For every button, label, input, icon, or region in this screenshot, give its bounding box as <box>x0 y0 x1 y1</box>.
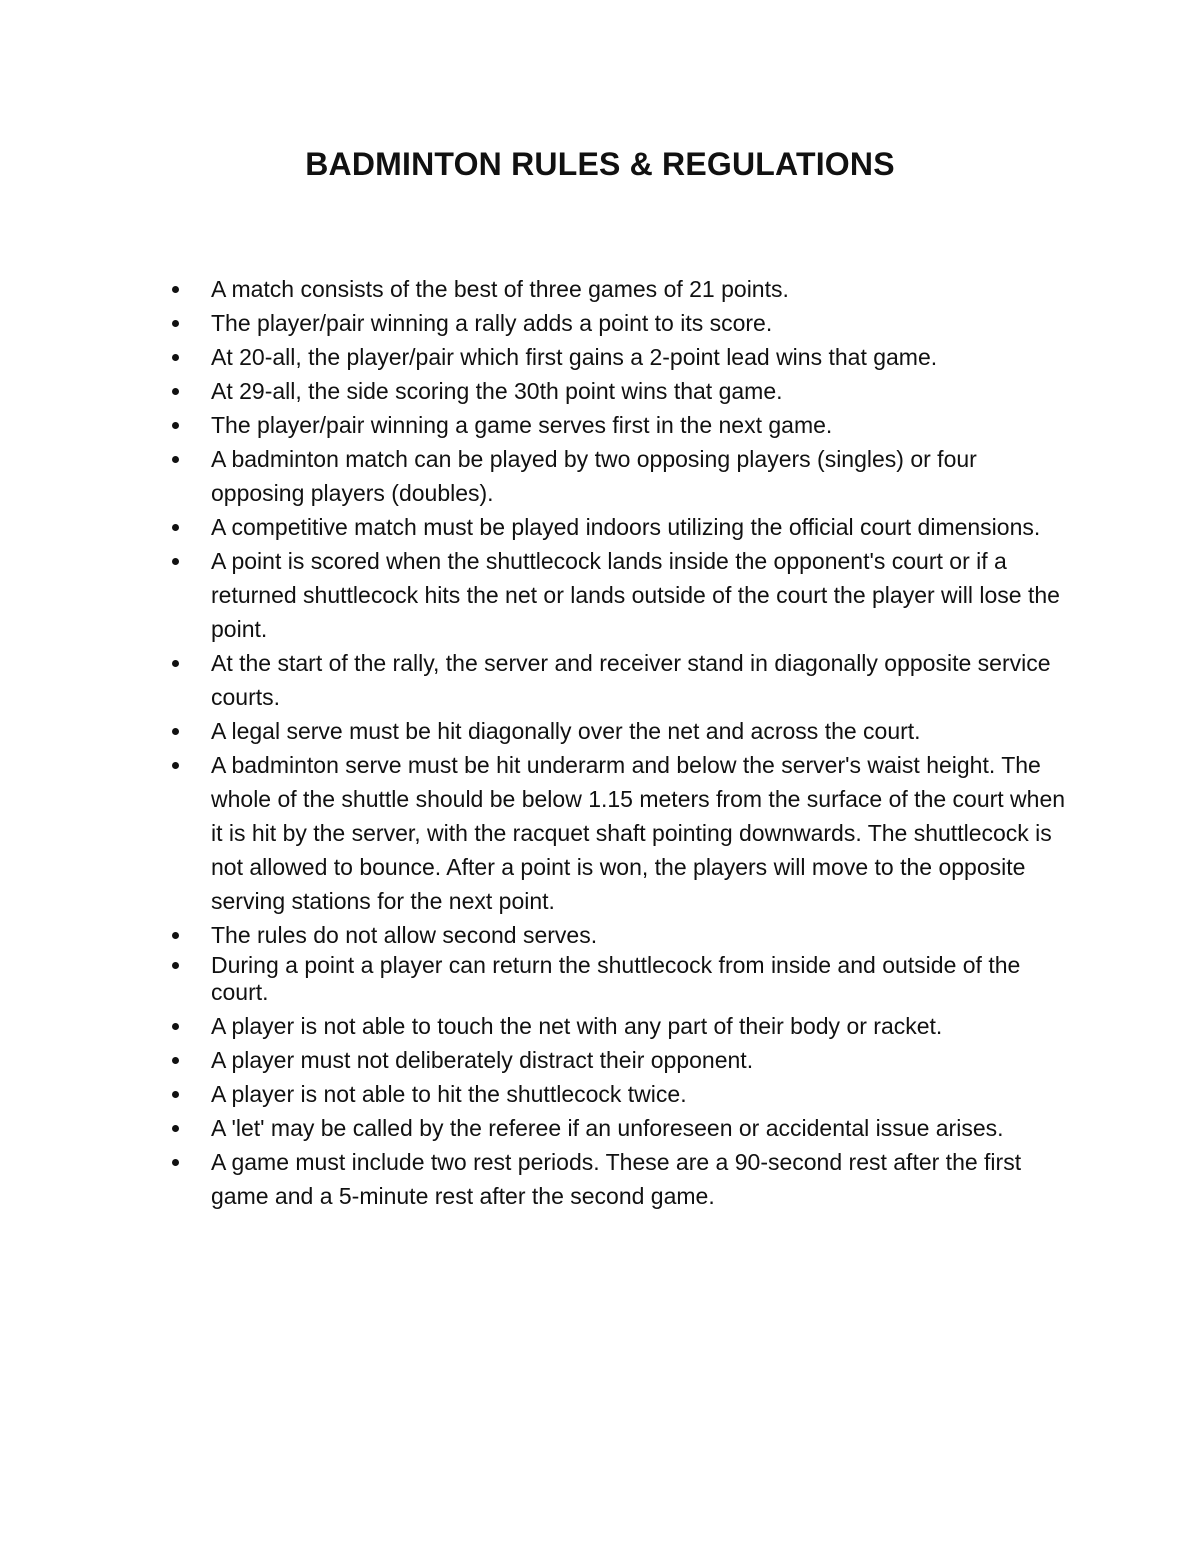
list-item <box>172 510 1072 544</box>
bullet-icon <box>172 1023 179 1030</box>
rule-text: A point is scored when the shuttlecock lands inside the opponent's court or if a returned shuttlecock hits the net or lands outside of the court the player will lose the point. <box>211 548 1060 642</box>
list-item <box>172 272 1072 306</box>
list-item <box>172 442 1072 510</box>
list-item <box>172 952 1072 1009</box>
bullet-icon <box>172 1125 179 1132</box>
list-item <box>172 1077 1072 1111</box>
list-item <box>172 646 1072 714</box>
rule-text: The rules do not allow second serves. <box>211 922 598 948</box>
list-item <box>172 714 1072 748</box>
rule-text: The player/pair winning a rally adds a point to its score. <box>211 310 773 336</box>
bullet-icon <box>172 524 179 531</box>
page-title: BADMINTON RULES & REGULATIONS <box>305 146 895 182</box>
list-item <box>172 1111 1072 1145</box>
rule-text: At 29-all, the side scoring the 30th point wins that game. <box>211 378 783 404</box>
bullet-icon <box>172 962 179 969</box>
list-item <box>172 374 1072 408</box>
rule-text: During a point a player can return the shuttlecock from inside and outside of the court. <box>211 952 1021 1005</box>
bullet-icon <box>172 456 179 463</box>
list-item <box>172 1145 1072 1213</box>
rule-text: A legal serve must be hit diagonally over the net and across the court. <box>211 718 921 744</box>
rule-text: A match consists of the best of three games of 21 points. <box>211 276 789 302</box>
rule-text: The player/pair winning a game serves first in the next game. <box>211 412 833 438</box>
rule-text: A badminton match can be played by two opposing players (singles) or four opposing players (doubles). <box>211 446 977 506</box>
rule-text: A competitive match must be played indoors utilizing the official court dimensions. <box>211 514 1041 540</box>
bullet-icon <box>172 422 179 429</box>
bullet-icon <box>172 1057 179 1064</box>
bullet-icon <box>172 320 179 327</box>
rule-text: A player must not deliberately distract their opponent. <box>211 1047 754 1073</box>
bullet-icon <box>172 388 179 395</box>
rule-text: At 20-all, the player/pair which first gains a 2-point lead wins that game. <box>211 344 938 370</box>
bullet-icon <box>172 762 179 769</box>
rule-text: A player is not able to hit the shuttlecock twice. <box>211 1081 687 1107</box>
rule-text: A game must include two rest periods. These are a 90-second rest after the first game and a 5-minute rest after the second game. <box>211 1149 1022 1209</box>
list-item <box>172 340 1072 374</box>
rule-text: A 'let' may be called by the referee if an unforeseen or accidental issue arises. <box>211 1115 1004 1141</box>
bullet-icon <box>172 1091 179 1098</box>
rules-list <box>172 272 1072 1213</box>
list-item <box>172 306 1072 340</box>
bullet-icon <box>172 728 179 735</box>
list-item <box>172 408 1072 442</box>
list-item <box>172 748 1072 918</box>
rule-text: A badminton serve must be hit underarm and below the server's waist height. The whole of the shuttle should be below 1.15 meters from the surface of the court when it is hit by the server, with the racquet shaft pointing downwards. The shuttlecock is not allowed to bounce. After a point is won, the players will move to the opposite serving stations for the next point. <box>211 752 1066 914</box>
bullet-icon <box>172 354 179 361</box>
list-item <box>172 544 1072 646</box>
bullet-icon <box>172 558 179 565</box>
bullet-icon <box>172 932 179 939</box>
rule-text: At the start of the rally, the server and receiver stand in diagonally opposite service courts. <box>211 650 1051 710</box>
list-item <box>172 1043 1072 1077</box>
rule-text: A player is not able to touch the net with any part of their body or racket. <box>211 1013 943 1039</box>
bullet-icon <box>172 660 179 667</box>
list-item <box>172 918 1072 952</box>
list-item <box>172 1009 1072 1043</box>
bullet-icon <box>172 286 179 293</box>
bullet-icon <box>172 1159 179 1166</box>
